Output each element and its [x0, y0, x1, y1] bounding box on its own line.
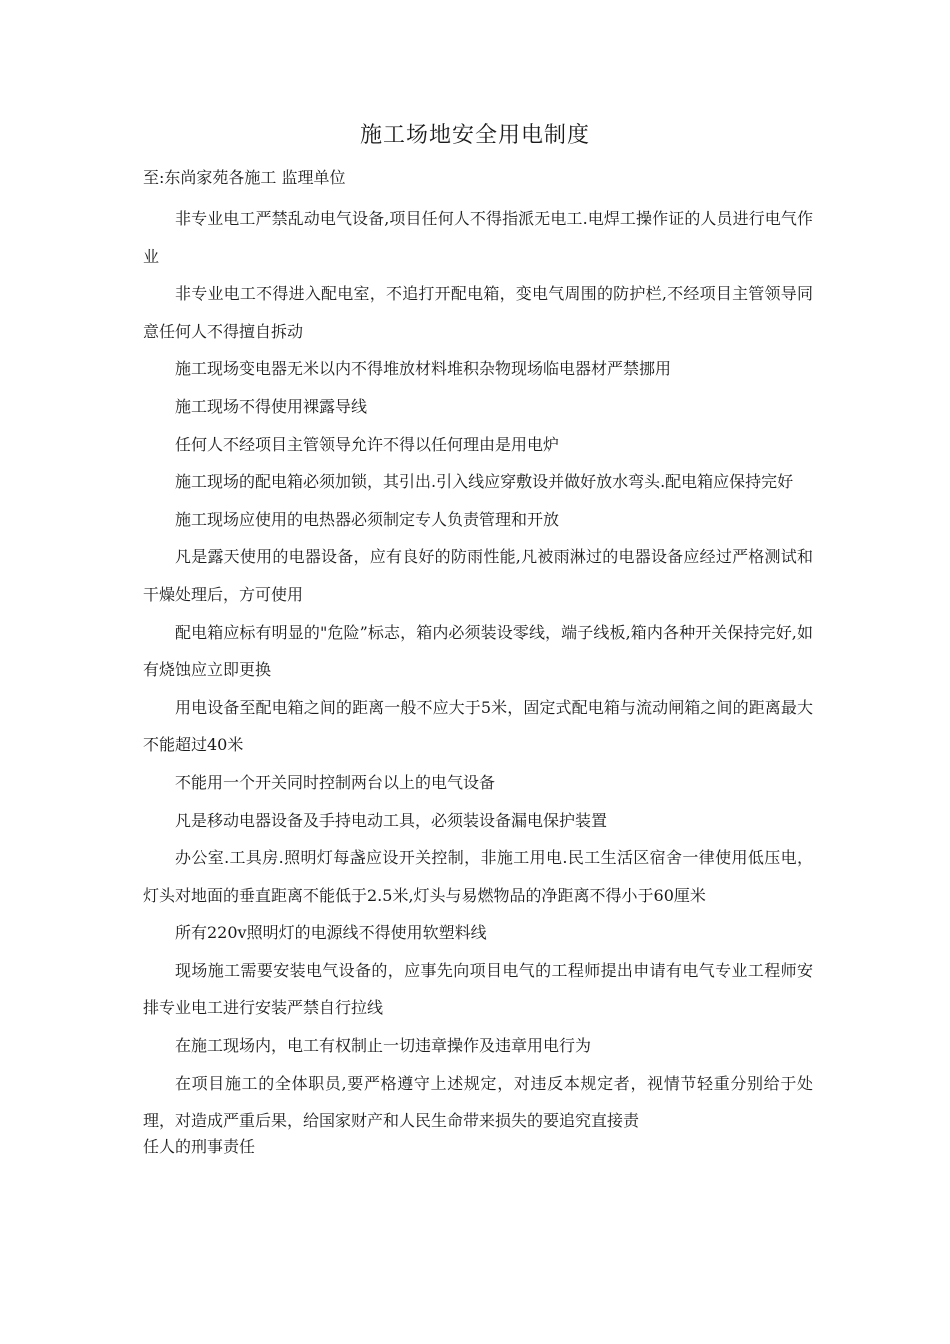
- paragraph: 配电箱应标有明显的"危险”标志，箱内必须装设零线，端子线板,箱内各种开关保持完好,如有烧蚀应立即更换: [143, 622, 813, 680]
- paragraph: 办公室.工具房.照明灯每盏应设开关控制，非施工用电.民工生活区宿舍一律使用低压电，灯头对地面的垂直距离不能低于2.5米,灯头与易燃物品的净距离不得小于60厘米: [143, 848, 813, 905]
- paragraph: 所有220v照明灯的电源线不得使用软塑料线: [175, 923, 487, 943]
- paragraph: 现场施工需要安装电气设备的，应事先向项目电气的工程师提出申请有电气专业工程师安排专业电工进行安装严禁自行拉线: [143, 960, 813, 1018]
- document-title: 施工场地安全用电制度: [359, 123, 590, 148]
- addressee-line: 至:东尚家苑各施工 监理单位: [143, 168, 346, 187]
- paragraph: 非专业电工不得进入配电室，不追打开配电箱，变电气周围的防护栏,不经项目主管领导同意任何人不得擅自拆动: [143, 284, 813, 341]
- paragraph: 施工现场应使用的电热器必须制定专人负责管理和开放: [175, 509, 560, 529]
- paragraph: 施工现场变电器无米以内不得堆放材料堆积杂物现场临电器材严禁挪用: [175, 359, 672, 379]
- paragraph: 施工现场的配电箱必须加锁，其引出.引入线应穿敷设并做好放水弯头.配电箱应保持完好: [175, 472, 794, 492]
- paragraph: 任何人不经项目主管领导允许不得以任何理由是用电炉: [175, 434, 560, 454]
- paragraph: 在施工现场内，电工有权制止一切违章操作及违章用电行为: [175, 1036, 592, 1056]
- paragraph: 凡是移动电器设备及手持电动工具，必须装设备漏电保护装置: [175, 810, 608, 830]
- paragraph: 用电设备至配电箱之间的距离一般不应大于5米，固定式配电箱与流动闸箱之间的距离最大不能超过40米: [143, 697, 813, 755]
- paragraph-continuation: 任人的刑事责任: [143, 1136, 256, 1156]
- document-body: [143, 200, 813, 1160]
- paragraph: 非专业电工严禁乱动电气设备,项目任何人不得指派无电工.电焊工操作证的人员进行电气作业: [143, 209, 813, 266]
- paragraph: 施工现场不得使用裸露导线: [175, 396, 368, 416]
- paragraph: 不能用一个开关同时控制两台以上的电气设备: [175, 772, 496, 792]
- paragraph: 在项目施工的全体职员,要严格遵守上述规定，对违反本规定者，视情节轻重分别给于处理，对造成严重后果，给国家财产和人民生命带来损失的要追究直接责: [143, 1073, 813, 1131]
- paragraph: 凡是露天使用的电器设备，应有良好的防雨性能,凡被雨淋过的电器设备应经过严格测试和干燥处理后，方可使用: [143, 547, 813, 604]
